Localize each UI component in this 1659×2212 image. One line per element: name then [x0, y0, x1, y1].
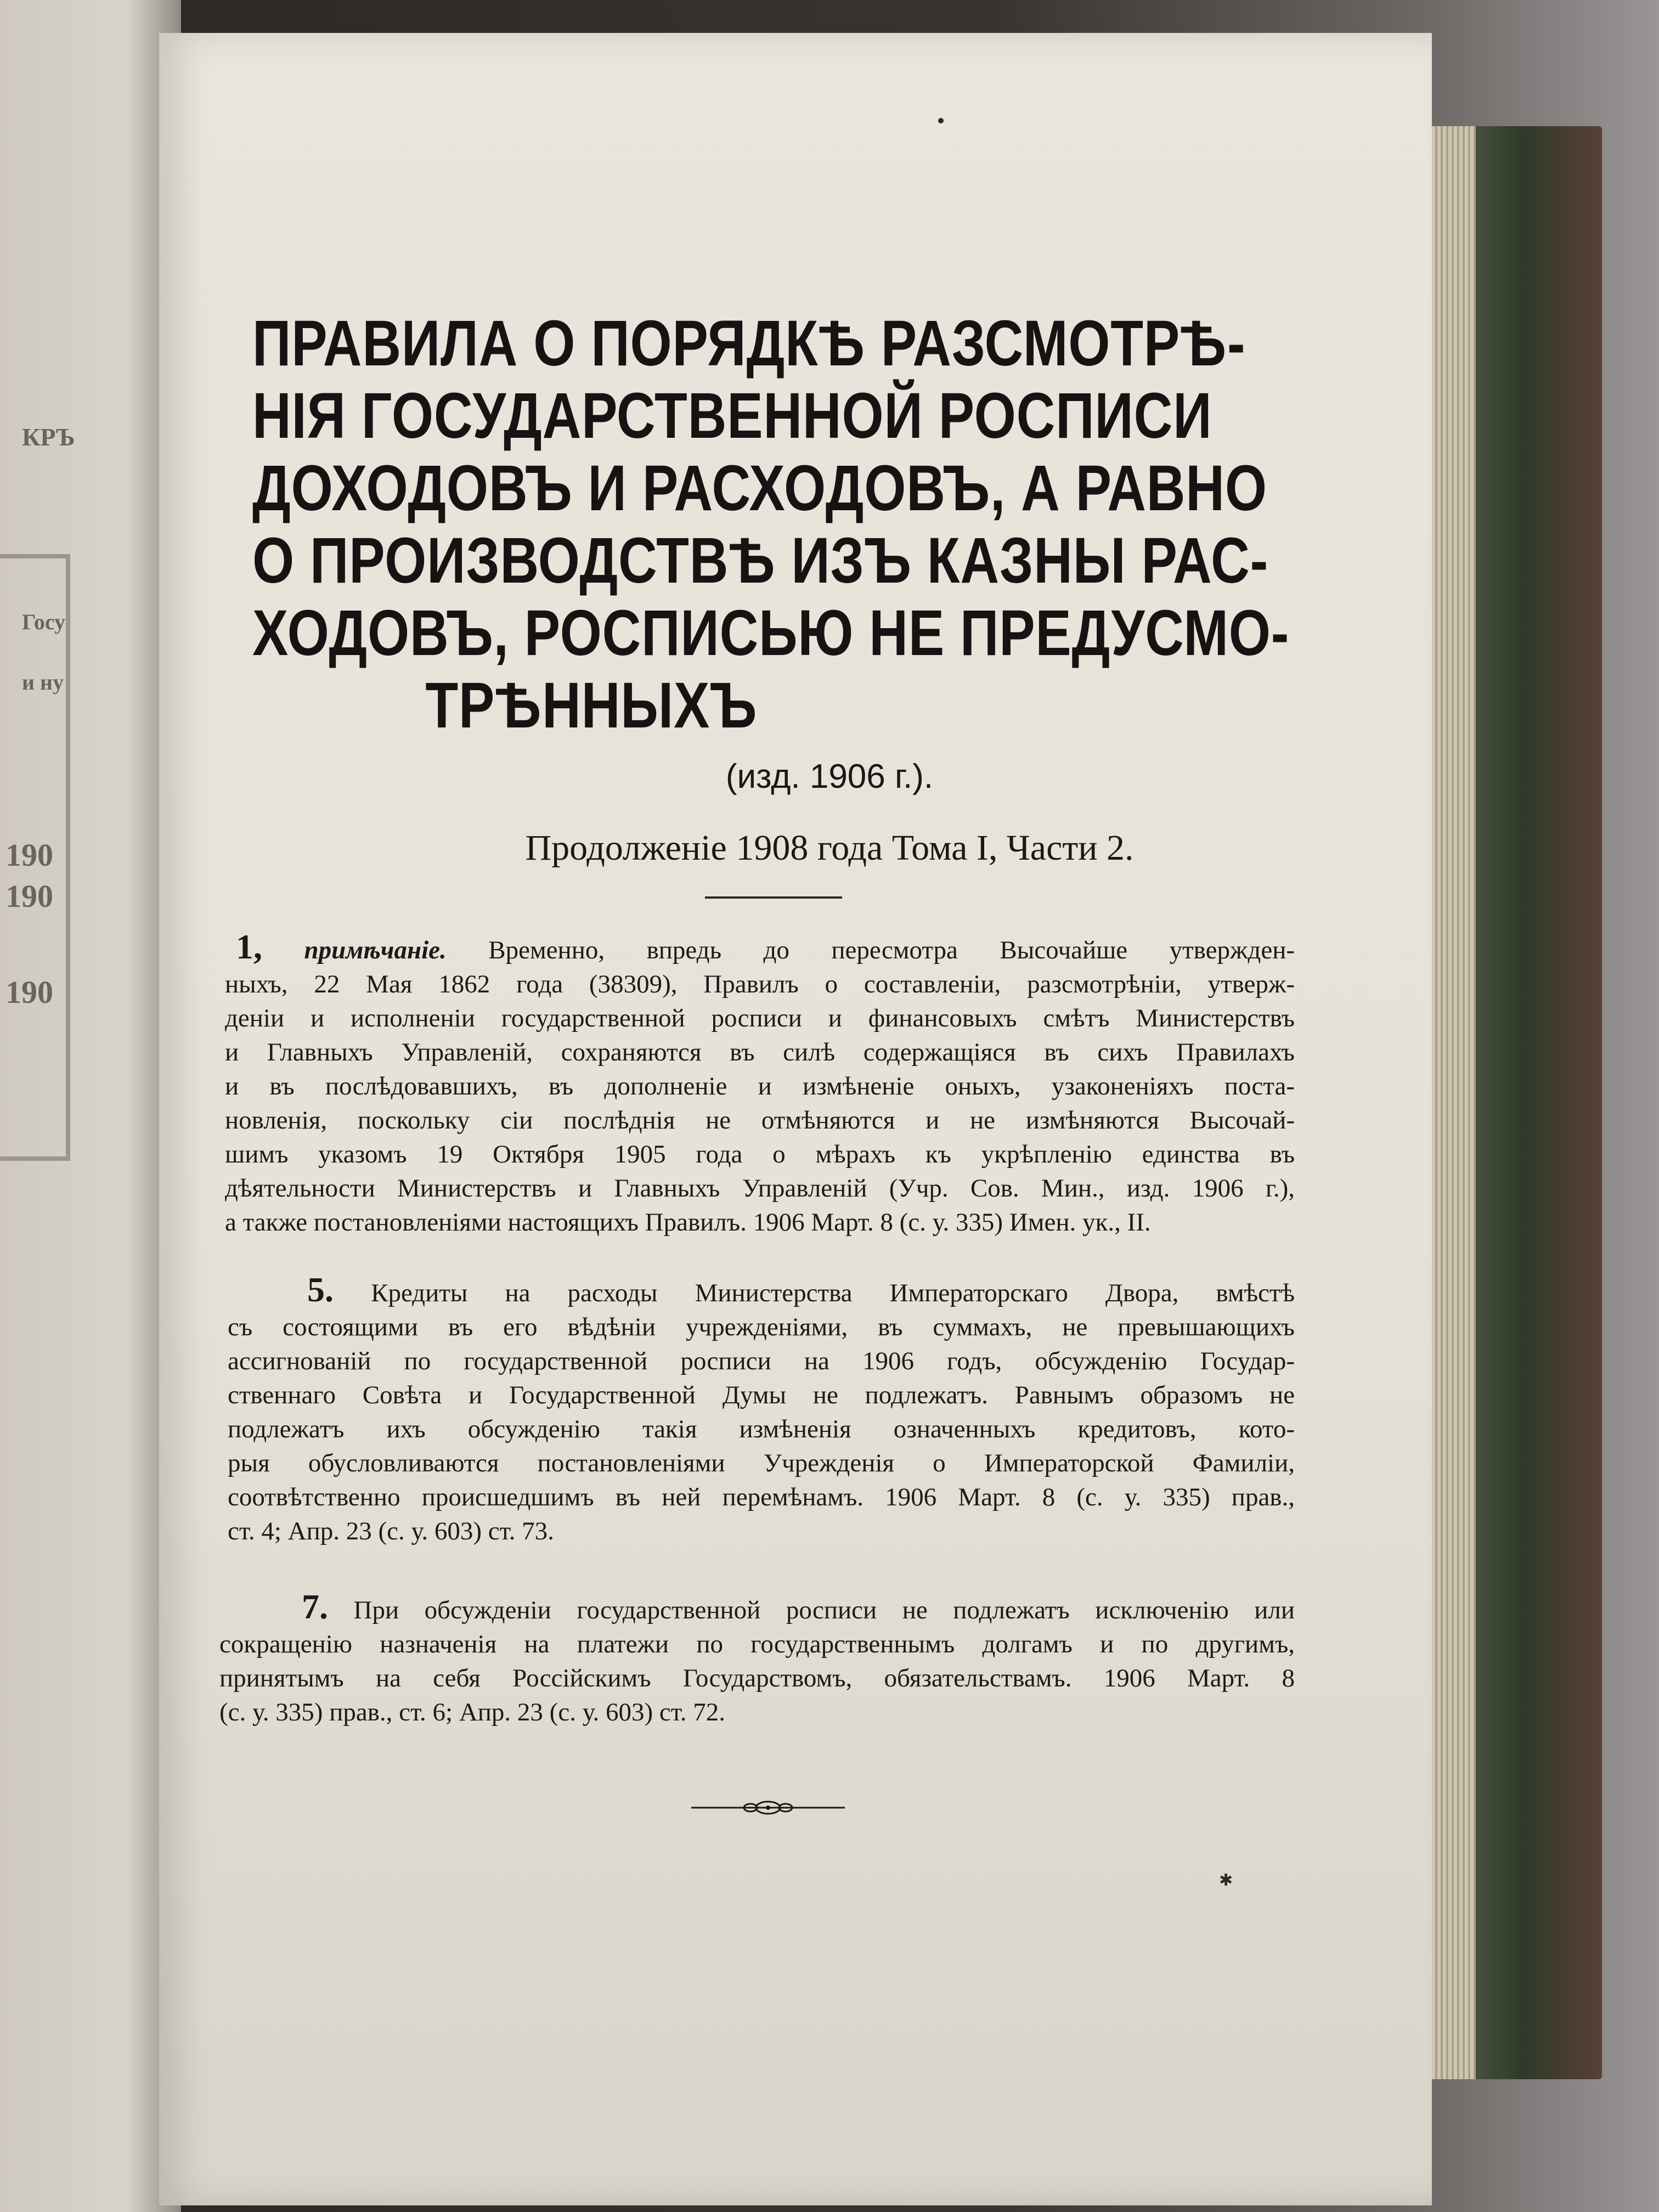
paragraph-line: деніи и исполненіи государственной росписи и финансовыхъ смѣтъ Министерствъ: [225, 1004, 1295, 1032]
title-line: ХОДОВЪ, РОСПИСЬЮ НЕ ПРЕДУСМО-: [252, 597, 1290, 669]
ink-star-mark: ✱: [1219, 1871, 1233, 1889]
left-page-fragment: 190: [5, 974, 53, 1010]
paragraph-line: и въ послѣдовавшихъ, въ дополненіе и измѣненіе оныхъ, узаконеніяхъ поста-: [225, 1072, 1295, 1101]
article-number: 7.: [302, 1587, 328, 1626]
left-facing-page: [0, 0, 181, 2212]
paragraph-line: рыя обусловливаются постановленіями Учрежденія о Императорской Фамиліи,: [228, 1449, 1295, 1477]
left-page-fragment: КРЪ: [22, 423, 75, 451]
continuation-heading: Продолженіе 1908 года Тома I, Части 2.: [525, 828, 1134, 868]
note-label: примѣчаніе.: [304, 936, 447, 964]
paragraph-line: съ состоящими въ его вѣдѣніи учрежденіями, въ суммахъ, не превышающихъ: [228, 1313, 1295, 1341]
title-line: НІЯ ГОСУДАРСТВЕННОЙ РОСПИСИ: [252, 380, 1212, 452]
paragraph-line: (с. у. 335) прав., ст. 6; Апр. 23 (с. у. 603) ст. 72.: [219, 1698, 726, 1726]
paragraph-line: ст. 4; Апр. 23 (с. у. 603) ст. 73.: [228, 1517, 554, 1545]
paragraph-line: шимъ указомъ 19 Октября 1905 года о мѣрахъ къ укрѣпленію единства въ: [225, 1140, 1295, 1169]
left-page-fragment: Госу: [22, 610, 66, 634]
paragraph-line: соотвѣтственно происшедшимъ въ ней перемѣнамъ. 1906 Март. 8 (с. у. 335) прав.,: [228, 1483, 1295, 1511]
title-line: ТРѢННЫХЪ: [425, 669, 758, 742]
page-title: [252, 307, 1290, 742]
title-line: ПРАВИЛА О ПОРЯДКѢ РАЗСМОТРѢ-: [252, 307, 1246, 380]
paragraph-line: подлежатъ ихъ обсужденію такія измѣненія означенныхъ кредитовъ, кото-: [228, 1415, 1295, 1443]
left-page-fragment: 190: [5, 878, 53, 914]
paragraph-line: Временно, впредь до пересмотра Высочайше утвержден-: [488, 936, 1295, 964]
divider-rule: [705, 896, 842, 899]
paragraph-line: дѣятельности Министерствъ и Главныхъ Управленій (Учр. Сов. Мин., изд. 1906 г.),: [225, 1174, 1295, 1203]
paragraph-line: новленія, поскольку сіи послѣднія не отмѣняются и не измѣняются Высочай-: [225, 1106, 1295, 1135]
paragraph-line: Кредиты на расходы Министерства Императорскаго Двора, вмѣстѣ: [371, 1279, 1295, 1307]
paragraph-line: принятымъ на себя Россійскимъ Государствомъ, обязательствамъ. 1906 Март. 8: [219, 1664, 1295, 1692]
article-5: [228, 1270, 1295, 1548]
ornament-divider: [691, 1797, 845, 1819]
article-number: 5.: [307, 1270, 334, 1309]
paragraph-line: ственнаго Совѣта и Государственной Думы не подлежатъ. Равнымъ образомъ не: [228, 1381, 1295, 1409]
article-7: [219, 1587, 1295, 1729]
title-line: О ПРОИЗВОДСТВѢ ИЗЪ КАЗНЫ РАС-: [252, 524, 1269, 597]
paragraph-line: При обсужденіи государственной росписи не подлежатъ исключенію или: [353, 1596, 1295, 1624]
paragraph-line: ныхъ, 22 Мая 1862 года (38309), Правилъ о составленіи, разсмотрѣніи, утверж-: [225, 970, 1295, 998]
edition-note: (изд. 1906 г.).: [725, 758, 934, 795]
paragraph-line: и Главныхъ Управленій, сохраняются въ силѣ содержащіяся въ сихъ Правилахъ: [225, 1038, 1295, 1066]
ink-speck: [938, 118, 944, 123]
article-number: 1,: [236, 927, 262, 966]
paragraph-line: ассигнованій по государственной росписи на 1906 годъ, обсужденію Государ-: [228, 1347, 1295, 1375]
article-1-note: [225, 927, 1295, 1239]
paragraph-line: а также постановленіями настоящихъ Правилъ. 1906 Март. 8 (с. у. 335) Имен. ук., II.: [225, 1208, 1151, 1237]
title-line: ДОХОДОВЪ И РАСХОДОВЪ, А РАВНО: [252, 452, 1267, 524]
left-page-fragment: и ну: [22, 670, 64, 695]
left-page-fragment: 190: [5, 837, 53, 873]
paragraph-line: сокращенію назначенія на платежи по государственнымъ долгамъ и по другимъ,: [219, 1630, 1295, 1658]
